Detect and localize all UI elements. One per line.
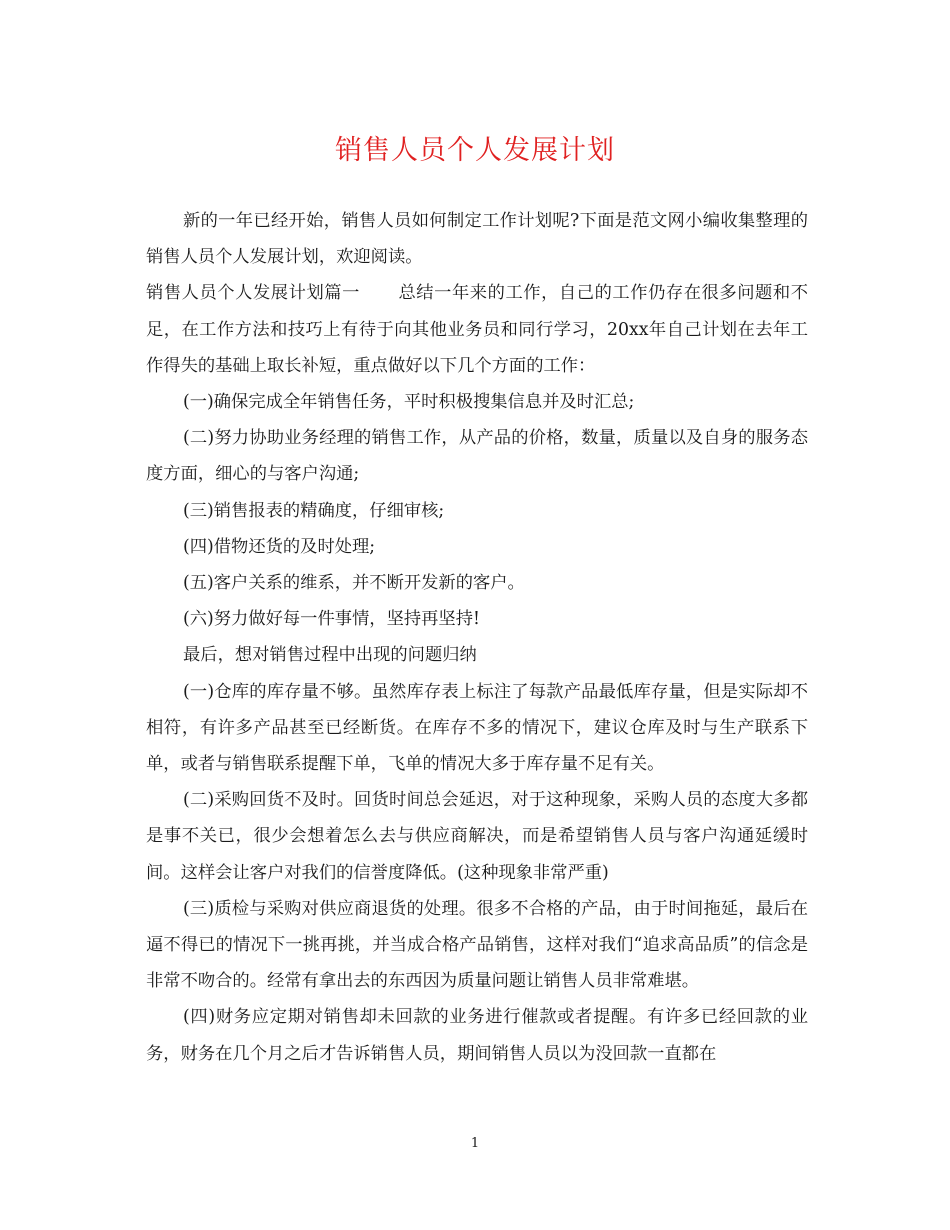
plan-item: (六)努力做好每一件事情，坚持再坚持!	[183, 609, 480, 630]
problem-item: (二)采购回货不及时。回货时间总会延迟，对于这种现象，采购人员的态度大多都是事不关已，很少会想着怎么去与供应商解决，而是希望销售人员与客户沟通延缓时间。这样会让客户对我们的信誉度降低。(这种现象非常严重)	[146, 790, 808, 883]
document-body	[146, 203, 808, 1072]
plan-item: (五)客户关系的维系，并不断开发新的客户。	[183, 573, 525, 594]
plan-item: (四)借物还货的及时处理;	[183, 536, 376, 557]
page-number: 1	[470, 1136, 480, 1151]
plan-item: (三)销售报表的精确度，仔细审核;	[183, 500, 445, 521]
document-title: 销售人员个人发展计划	[335, 135, 615, 166]
summary-heading: 最后，想对销售过程中出现的问题归纳	[183, 645, 477, 666]
section-label: 销售人员个人发展计划篇一	[146, 283, 360, 304]
intro-paragraph: 新的一年已经开始，销售人员如何制定工作计划呢?下面是范文网小编收集整理的销售人员个人发展计划，欢迎阅读。	[146, 211, 808, 268]
plan-item: (一)确保完成全年销售任务，平时积极搜集信息并及时汇总;	[183, 392, 635, 413]
plan-item: (二)努力协助业务经理的销售工作，从产品的价格，数量，质量以及自身的服务态度方面，细心的与客户沟通;	[146, 428, 808, 485]
section-paragraph	[146, 275, 808, 384]
problem-item: (四)财务应定期对销售却未回款的业务进行催款或者提醒。有许多已经回款的业务，财务在几个月之后才告诉销售人员，期间销售人员以为没回款一直都在	[146, 1007, 808, 1064]
section-lead: 总结一年来的工作，自己的工作仍存在很多问题和不足，在工作方法和技巧上有待于向其他业务员和同行学习，20xx年自己计划在去年工作得失的基础上取长补短，重点做好以下几个方面的工作：	[146, 283, 808, 376]
problem-item: (一)仓库的库存量不够。虽然库存表上标注了每款产品最低库存量，但是实际却不相符，有许多产品甚至已经断货。在库存不多的情况下，建议仓库及时与生产联系下单，或者与销售联系提醒下单，飞单的情况大多于库存量不足有关。	[146, 681, 808, 775]
problem-item: (三)质检与采购对供应商退货的处理。很多不合格的产品，由于时间拖延，最后在逼不得已的情况下一挑再挑，并当成合格产品销售，这样对我们“追求高品质”的信念是非常不吻合的。经常有拿出去的东西因为质量问题让销售人员非常难堪。	[146, 898, 808, 992]
